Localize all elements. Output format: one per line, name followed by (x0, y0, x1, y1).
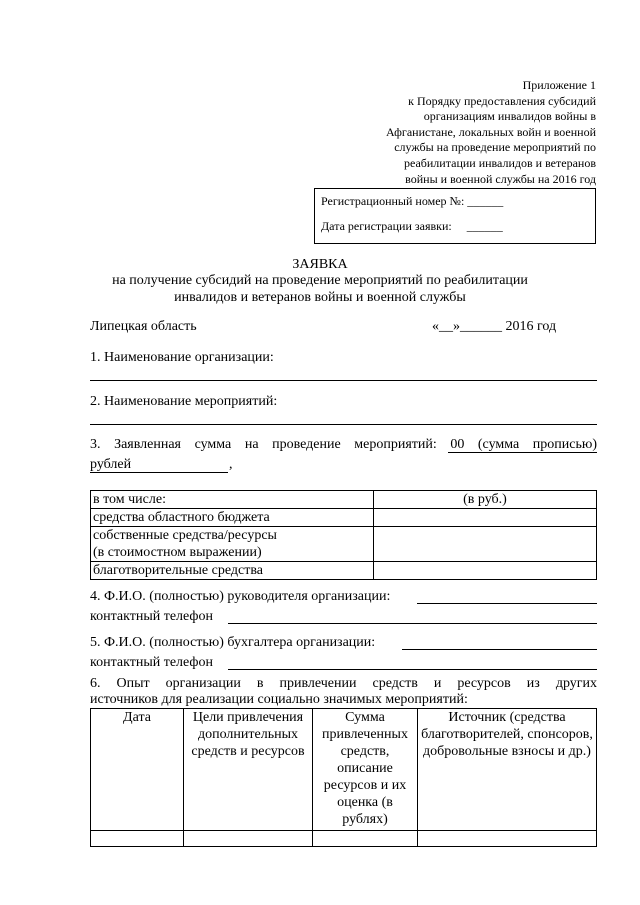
item3-currency: рублей (90, 457, 132, 472)
experience-header-goals: Цели привлечения дополнительных средств и ресурсов (184, 709, 313, 831)
item5-accountant-label: 5. Ф.И.О. (полностью) бухгалтера организации: (90, 635, 376, 650)
experience-table (90, 708, 597, 847)
amount-words-field[interactable] (90, 472, 228, 473)
director-phone-field[interactable] (228, 623, 597, 624)
funds-row-charity: благотворительные средства (91, 562, 374, 580)
document-title: ЗАЯВКА (292, 257, 348, 272)
item2-events-name-label: 2. Наименование мероприятий: (90, 394, 278, 409)
accountant-phone-field[interactable] (228, 669, 597, 670)
appendix-line: Афганистане, локальных войн и военной (385, 124, 596, 139)
experience-cell[interactable] (91, 831, 184, 847)
item6-experience-line2: источников для реализации социально значимых мероприятий: (90, 692, 468, 707)
funds-value-cell[interactable] (374, 527, 597, 562)
item6-experience-line1: 6. Опыт организации в привлечении средств и ресурсов из других (90, 676, 597, 691)
funds-table (90, 490, 597, 580)
organization-name-field[interactable] (90, 380, 597, 381)
director-name-field[interactable] (417, 603, 597, 604)
funds-row-own-resources-line2: (в стоимостном выражении) (93, 545, 262, 560)
region-label: Липецкая область (90, 319, 197, 334)
appendix-line: войны и военной службы на 2016 год (405, 171, 596, 186)
item5-phone-label: контактный телефон (90, 655, 213, 670)
registration-date[interactable]: Дата регистрации заявки: ______ (321, 219, 503, 233)
document-subtitle-line1: на получение субсидий на проведение мероприятий по реабилитации (112, 273, 528, 288)
funds-row-own-resources-line1: собственные средства/ресурсы (93, 528, 277, 543)
funds-row-regional-budget: средства областного бюджета (91, 509, 374, 527)
appendix-header (336, 78, 596, 187)
item1-organization-name-label: 1. Наименование организации: (90, 350, 274, 365)
registration-number[interactable]: Регистрационный номер №: ______ (321, 194, 504, 208)
experience-cell[interactable] (184, 831, 313, 847)
events-name-field[interactable] (90, 424, 597, 425)
appendix-line: организациям инвалидов войны в (423, 109, 596, 124)
funds-header-label: в том числе: (91, 491, 374, 509)
document-subtitle-line2: инвалидов и ветеранов войны и военной службы (174, 290, 466, 305)
item3-amount-line1: 3. Заявленная сумма на проведение мероприятий: 00 (сумма прописью) (90, 437, 597, 452)
experience-header-source: Источник (средства благотворителей, спонсоров, добровольные взносы и др.) (418, 709, 597, 831)
amount-underline (448, 452, 597, 453)
funds-value-cell[interactable] (374, 509, 597, 527)
date-field[interactable]: «__»______ 2016 год (432, 319, 557, 334)
accountant-name-field[interactable] (402, 649, 597, 650)
appendix-line: Приложение 1 (522, 78, 596, 92)
experience-header-amount: Сумма привлеченных средств, описание ресурсов и их оценка (в рублях) (313, 709, 418, 831)
experience-cell[interactable] (313, 831, 418, 847)
item3-comma: , (229, 457, 233, 472)
appendix-line: к Порядку предоставления субсидий (408, 93, 596, 108)
item4-director-label: 4. Ф.И.О. (полностью) руководителя организации: (90, 589, 391, 604)
experience-cell[interactable] (418, 831, 597, 847)
funds-value-cell[interactable] (374, 562, 597, 580)
funds-header-unit: (в руб.) (374, 491, 597, 509)
funds-row-own-resources (91, 527, 374, 562)
appendix-line: службы на проведение мероприятий по (394, 140, 596, 155)
registration-box (314, 188, 596, 244)
appendix-line: реабилитации инвалидов и ветеранов (403, 155, 596, 170)
item4-phone-label: контактный телефон (90, 609, 213, 624)
experience-header-date: Дата (91, 709, 184, 831)
